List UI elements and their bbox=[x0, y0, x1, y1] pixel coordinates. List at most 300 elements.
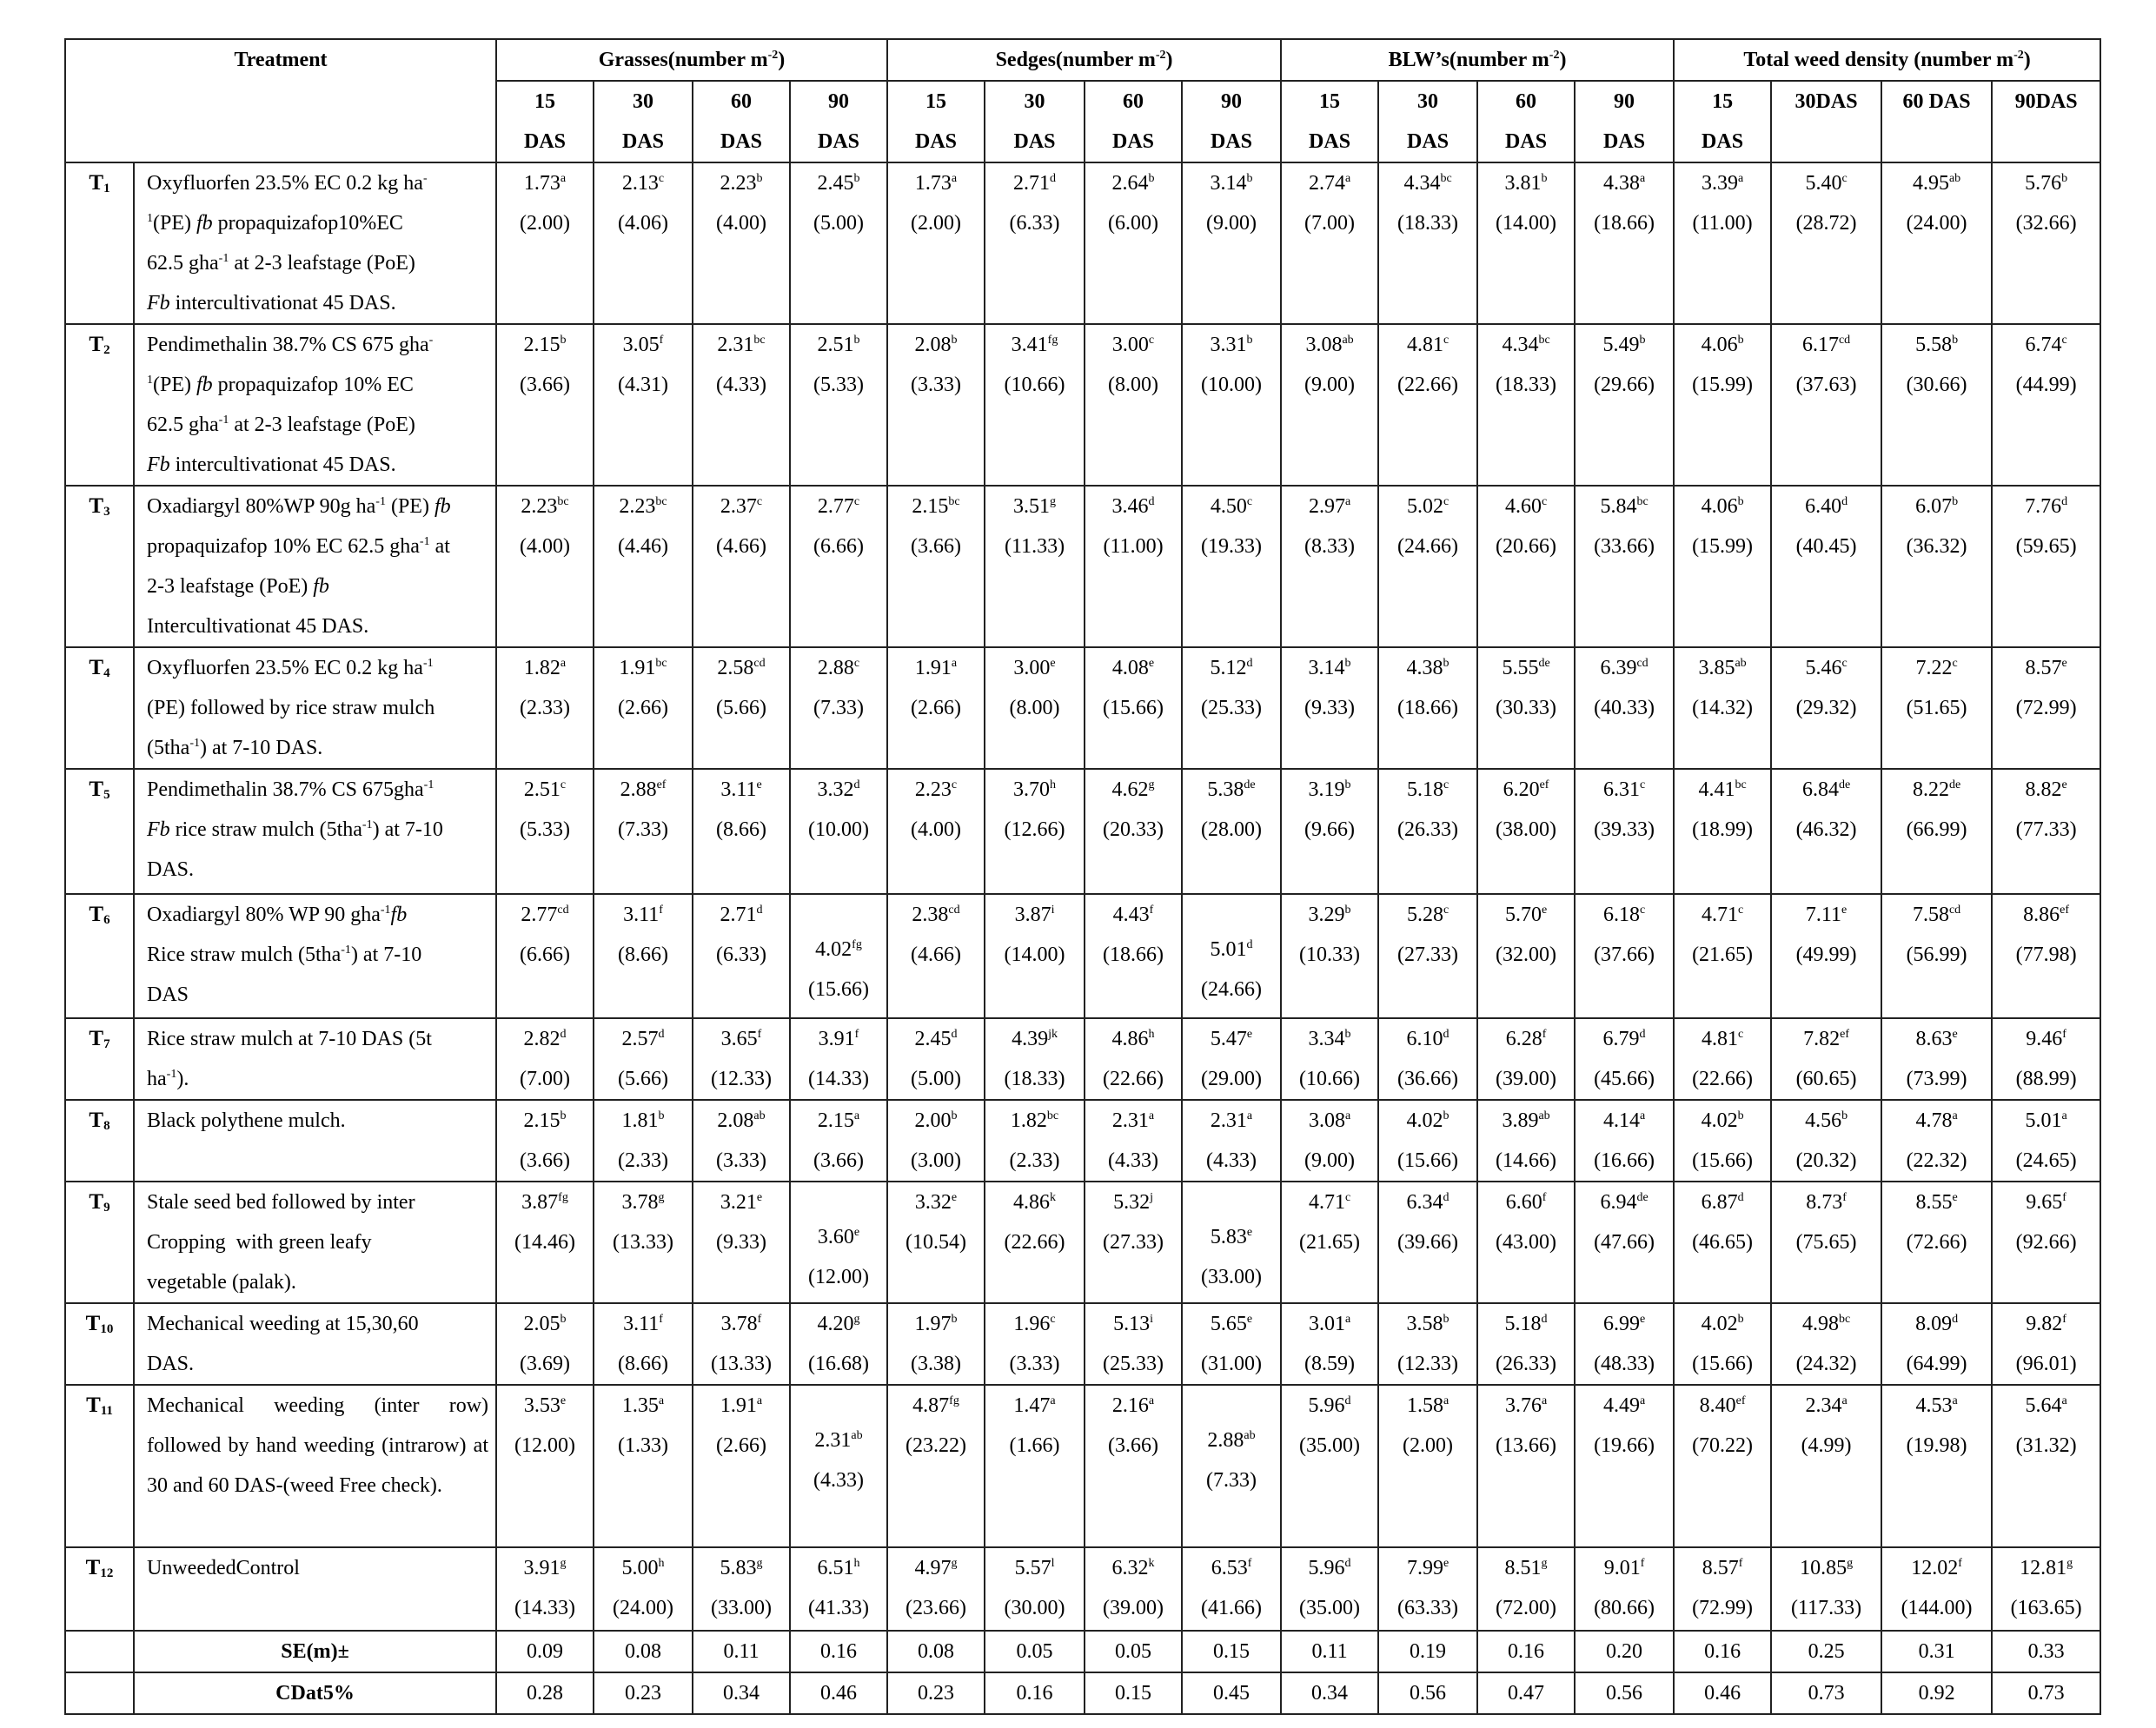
data-cell bbox=[1992, 1018, 2100, 1100]
transformed-value: 7.11 bbox=[1805, 904, 1841, 926]
data-cell bbox=[790, 1182, 887, 1303]
header-day-unit: DAS bbox=[1603, 130, 1646, 153]
transformed-value: 6.40 bbox=[1805, 495, 1842, 518]
data-cell bbox=[1771, 769, 1881, 894]
data-cell bbox=[1881, 486, 1992, 647]
significance-letter: d bbox=[658, 1028, 665, 1041]
data-cell bbox=[1085, 1018, 1182, 1100]
original-value: (4.66) bbox=[911, 943, 961, 966]
significance-letter: c bbox=[951, 778, 958, 791]
header-treatment-label: Treatment bbox=[234, 49, 328, 71]
header-day-number: 60 bbox=[1123, 90, 1144, 113]
header-day-unit: DAS bbox=[818, 130, 860, 153]
significance-letter: e bbox=[2061, 778, 2067, 791]
significance-letter: fg bbox=[852, 938, 862, 951]
transformed-value: 5.38 bbox=[1207, 778, 1244, 801]
transformed-value: 3.91 bbox=[818, 1028, 855, 1050]
data-cell bbox=[1575, 486, 1674, 647]
transformed-value: 6.60 bbox=[1505, 1191, 1542, 1214]
original-value: (6.66) bbox=[520, 943, 570, 966]
transformed-value: 6.87 bbox=[1701, 1191, 1738, 1214]
transformed-value: 7.58 bbox=[1912, 904, 1949, 926]
data-cell bbox=[1378, 324, 1477, 486]
header-day-number: 30DAS bbox=[1794, 90, 1858, 113]
original-value: (9.00) bbox=[1304, 374, 1356, 396]
transformed-value: 2.64 bbox=[1111, 172, 1149, 195]
transformed-value: 7.99 bbox=[1406, 1557, 1443, 1579]
header-day bbox=[1674, 81, 1771, 162]
significance-letter: f bbox=[757, 1313, 762, 1326]
header-group-sedges bbox=[887, 39, 1281, 81]
original-value: (60.65) bbox=[1795, 1068, 1857, 1090]
original-value: (6.33) bbox=[1009, 212, 1060, 235]
transformed-value: 3.00 bbox=[1013, 657, 1051, 679]
original-value: (36.32) bbox=[1906, 535, 1967, 558]
original-value: (43.00) bbox=[1496, 1231, 1557, 1254]
original-value: (30.00) bbox=[1004, 1597, 1065, 1619]
significance-letter: a bbox=[1148, 1109, 1155, 1122]
significance-letter: d bbox=[756, 904, 763, 917]
transformed-value: 3.32 bbox=[817, 778, 854, 801]
original-value: (4.06) bbox=[618, 212, 668, 235]
significance-letter: c bbox=[1344, 1191, 1351, 1204]
data-cell bbox=[985, 1182, 1085, 1303]
significance-letter: b bbox=[1639, 334, 1646, 347]
original-value: (72.99) bbox=[1692, 1597, 1754, 1619]
original-value: (12.33) bbox=[711, 1068, 772, 1090]
significance-letter: f bbox=[1542, 1028, 1547, 1041]
treatment-description: Stale seed bed followed by inter Cropping with green leafy vegetable (palak). bbox=[134, 1182, 496, 1303]
transformed-value: 1.91 bbox=[914, 657, 952, 679]
original-value: (7.33) bbox=[813, 697, 864, 719]
original-value: (9.33) bbox=[716, 1231, 766, 1254]
significance-letter: a bbox=[1952, 1109, 1958, 1122]
transformed-value: 4.34 bbox=[1403, 172, 1441, 195]
original-value: (14.00) bbox=[1496, 212, 1557, 235]
significance-letter: e bbox=[1050, 657, 1056, 670]
transformed-value: 2.88 bbox=[817, 657, 854, 679]
significance-letter: a bbox=[951, 172, 958, 185]
significance-letter: ef bbox=[656, 778, 667, 791]
original-value: (2.66) bbox=[618, 697, 668, 719]
transformed-value: 5.49 bbox=[1602, 334, 1640, 356]
significance-letter: b bbox=[1737, 1109, 1744, 1122]
data-cell bbox=[887, 1018, 985, 1100]
transformed-value: 7.82 bbox=[1803, 1028, 1841, 1050]
significance-letter: c bbox=[1443, 778, 1449, 791]
transformed-value: 2.45 bbox=[817, 172, 854, 195]
data-cell bbox=[790, 324, 887, 486]
data-cell bbox=[1881, 1100, 1992, 1182]
transformed-value: 6.94 bbox=[1600, 1191, 1637, 1214]
significance-letter: j bbox=[1150, 1191, 1153, 1204]
transformed-value: 1.35 bbox=[621, 1394, 659, 1417]
significance-letter: d bbox=[1541, 1313, 1548, 1326]
stat-value: 0.23 bbox=[594, 1672, 693, 1714]
stat-value: 0.20 bbox=[1575, 1631, 1674, 1672]
stat-value: 0.33 bbox=[1992, 1631, 2100, 1672]
original-value: (31.00) bbox=[1201, 1353, 1263, 1375]
significance-letter: b bbox=[756, 172, 763, 185]
significance-letter: l bbox=[1051, 1557, 1055, 1570]
stat-value: 0.34 bbox=[693, 1672, 790, 1714]
significance-letter: c bbox=[1050, 1313, 1056, 1326]
original-value: (35.00) bbox=[1299, 1434, 1361, 1457]
data-cell bbox=[1674, 894, 1771, 1018]
data-cell bbox=[887, 1385, 985, 1547]
transformed-value: 2.88 bbox=[1207, 1429, 1244, 1452]
transformed-value: 2.71 bbox=[720, 904, 757, 926]
transformed-value: 6.18 bbox=[1602, 904, 1640, 926]
transformed-value: 6.99 bbox=[1602, 1313, 1640, 1335]
transformed-value: 1.91 bbox=[619, 657, 656, 679]
transformed-value: 6.31 bbox=[1602, 778, 1640, 801]
transformed-value: 4.02 bbox=[1701, 1313, 1738, 1335]
header-group-blws bbox=[1281, 39, 1674, 81]
transformed-value: 2.34 bbox=[1805, 1394, 1842, 1417]
significance-letter: f bbox=[659, 1313, 663, 1326]
data-cell bbox=[1281, 647, 1378, 769]
data-cell bbox=[1477, 647, 1575, 769]
original-value: (38.00) bbox=[1496, 818, 1557, 841]
transformed-value: 3.41 bbox=[1011, 334, 1048, 356]
data-cell bbox=[887, 894, 985, 1018]
table-row bbox=[65, 1547, 2100, 1631]
transformed-value: 4.60 bbox=[1504, 495, 1542, 518]
original-value: (51.65) bbox=[1906, 697, 1967, 719]
original-value: (2.33) bbox=[520, 697, 570, 719]
original-value: (39.33) bbox=[1594, 818, 1655, 841]
original-value: (33.00) bbox=[711, 1597, 772, 1619]
data-cell bbox=[1182, 1018, 1281, 1100]
data-cell bbox=[1281, 1182, 1378, 1303]
significance-letter: cd bbox=[1838, 334, 1851, 347]
table-row bbox=[65, 769, 2100, 894]
transformed-value: 5.02 bbox=[1406, 495, 1443, 518]
data-cell bbox=[790, 1385, 887, 1547]
data-cell bbox=[1771, 1100, 1881, 1182]
data-cell bbox=[790, 1547, 887, 1631]
transformed-value: 8.55 bbox=[1915, 1191, 1953, 1214]
original-value: (37.66) bbox=[1594, 943, 1655, 966]
data-cell bbox=[887, 769, 985, 894]
significance-letter: f bbox=[1958, 1557, 1962, 1570]
original-value: (15.99) bbox=[1692, 374, 1754, 396]
significance-letter: b bbox=[1443, 1313, 1449, 1326]
significance-letter: h bbox=[1050, 778, 1057, 791]
original-value: (22.32) bbox=[1906, 1149, 1967, 1172]
significance-letter: e bbox=[1952, 1191, 1958, 1204]
original-value: (15.66) bbox=[808, 978, 869, 1001]
transformed-value: 4.41 bbox=[1698, 778, 1735, 801]
data-cell bbox=[594, 894, 693, 1018]
data-cell bbox=[887, 647, 985, 769]
data-cell bbox=[985, 894, 1085, 1018]
transformed-value: 4.81 bbox=[1701, 1028, 1738, 1050]
data-cell bbox=[1575, 894, 1674, 1018]
original-value: (8.66) bbox=[618, 1353, 668, 1375]
significance-letter: b bbox=[1344, 657, 1351, 670]
transformed-value: 3.46 bbox=[1111, 495, 1149, 518]
transformed-value: 5.00 bbox=[621, 1557, 659, 1579]
significance-letter: g bbox=[560, 1557, 567, 1570]
significance-letter: c bbox=[1541, 495, 1548, 508]
data-cell bbox=[1085, 1303, 1182, 1385]
original-value: (8.66) bbox=[618, 943, 668, 966]
significance-letter: a bbox=[1148, 1394, 1155, 1407]
significance-letter: h bbox=[1148, 1028, 1155, 1041]
original-value: (72.66) bbox=[1906, 1231, 1967, 1254]
transformed-value: 5.83 bbox=[720, 1557, 757, 1579]
original-value: (8.59) bbox=[1304, 1353, 1356, 1375]
header-day-unit: DAS bbox=[1309, 130, 1351, 153]
header-day-number: 90DAS bbox=[2014, 90, 2078, 113]
transformed-value: 8.63 bbox=[1915, 1028, 1953, 1050]
original-value: (3.00) bbox=[911, 1149, 961, 1172]
data-cell bbox=[496, 1303, 594, 1385]
treatment-id-sub: 9 bbox=[103, 1201, 110, 1215]
data-cell bbox=[693, 486, 790, 647]
transformed-value: 3.51 bbox=[1013, 495, 1051, 518]
original-value: (24.00) bbox=[1906, 212, 1967, 235]
original-value: (9.66) bbox=[1304, 818, 1356, 841]
transformed-value: 2.23 bbox=[914, 778, 952, 801]
transformed-value: 6.10 bbox=[1406, 1028, 1443, 1050]
original-value: (48.33) bbox=[1594, 1353, 1655, 1375]
original-value: (40.45) bbox=[1795, 535, 1857, 558]
transformed-value: 5.18 bbox=[1406, 778, 1443, 801]
data-cell bbox=[1378, 1182, 1477, 1303]
treatment-id: $T_4$ bbox=[65, 647, 134, 769]
stat-value: 0.31 bbox=[1881, 1631, 1992, 1672]
significance-letter: d bbox=[560, 1028, 567, 1041]
data-cell bbox=[693, 1303, 790, 1385]
original-value: (14.32) bbox=[1692, 697, 1754, 719]
significance-letter: b bbox=[951, 1109, 958, 1122]
original-value: (12.00) bbox=[808, 1266, 869, 1288]
transformed-value: 8.57 bbox=[2025, 657, 2062, 679]
transformed-value: 9.46 bbox=[2026, 1028, 2063, 1050]
significance-letter: b bbox=[1344, 1028, 1351, 1041]
transformed-value: 4.49 bbox=[1602, 1394, 1640, 1417]
transformed-value: 5.96 bbox=[1308, 1394, 1345, 1417]
data-cell bbox=[1477, 894, 1575, 1018]
significance-letter: f bbox=[659, 904, 663, 917]
data-cell bbox=[1575, 1018, 1674, 1100]
transformed-value: 4.02 bbox=[815, 938, 852, 961]
stat-empty bbox=[65, 1631, 134, 1672]
original-value: (16.68) bbox=[808, 1353, 869, 1375]
transformed-value: 6.53 bbox=[1211, 1557, 1248, 1579]
original-value: (29.66) bbox=[1594, 374, 1655, 396]
significance-letter: d bbox=[1841, 495, 1848, 508]
data-cell bbox=[1771, 486, 1881, 647]
significance-letter: a bbox=[1050, 1394, 1056, 1407]
data-cell bbox=[1674, 486, 1771, 647]
header-day-number: 30 bbox=[1417, 90, 1439, 113]
data-cell bbox=[985, 647, 1085, 769]
data-cell bbox=[1771, 1547, 1881, 1631]
significance-letter: d bbox=[951, 1028, 958, 1041]
data-cell bbox=[1182, 1100, 1281, 1182]
significance-letter: bc bbox=[1735, 778, 1747, 791]
original-value: (25.33) bbox=[1201, 697, 1263, 719]
transformed-value: 3.14 bbox=[1210, 172, 1247, 195]
significance-letter: de bbox=[1538, 657, 1550, 670]
data-cell bbox=[1771, 1303, 1881, 1385]
data-cell bbox=[1477, 486, 1575, 647]
treatment-id: $T_7$ bbox=[65, 1018, 134, 1100]
original-value: (36.66) bbox=[1397, 1068, 1459, 1090]
transformed-value: 2.97 bbox=[1308, 495, 1345, 518]
significance-letter: b bbox=[560, 334, 567, 347]
table-row bbox=[65, 1385, 2100, 1547]
significance-letter: ab bbox=[753, 1109, 766, 1122]
original-value: (9.33) bbox=[1304, 697, 1356, 719]
data-cell bbox=[1674, 1385, 1771, 1547]
data-cell bbox=[693, 1018, 790, 1100]
significance-letter: b bbox=[853, 334, 860, 347]
transformed-value: 1.82 bbox=[1010, 1109, 1047, 1132]
header-day-number: 30 bbox=[1024, 90, 1045, 113]
data-cell bbox=[1085, 894, 1182, 1018]
transformed-value: 2.23 bbox=[521, 495, 558, 518]
transformed-value: 8.09 bbox=[1915, 1313, 1953, 1335]
original-value: (6.66) bbox=[813, 535, 864, 558]
header-day-unit: DAS bbox=[915, 130, 958, 153]
original-value: (163.65) bbox=[2010, 1597, 2082, 1619]
data-cell bbox=[985, 769, 1085, 894]
original-value: (23.66) bbox=[906, 1597, 966, 1619]
data-cell bbox=[1881, 1182, 1992, 1303]
transformed-value: 5.40 bbox=[1805, 172, 1842, 195]
treatment-id-sub: 8 bbox=[103, 1119, 110, 1133]
data-cell bbox=[1881, 1547, 1992, 1631]
significance-letter: ef bbox=[2060, 904, 2070, 917]
significance-letter: a bbox=[2061, 1109, 2067, 1122]
significance-letter: f bbox=[854, 1028, 859, 1041]
treatment-id-sub: 10 bbox=[100, 1322, 114, 1336]
data-cell bbox=[693, 162, 790, 324]
treatment-id-sub: 6 bbox=[103, 913, 110, 927]
data-cell bbox=[1674, 1182, 1771, 1303]
header-day bbox=[594, 81, 693, 162]
significance-letter: e bbox=[1443, 1557, 1449, 1570]
original-value: (6.33) bbox=[716, 943, 766, 966]
transformed-value: 2.51 bbox=[523, 778, 561, 801]
data-cell bbox=[496, 162, 594, 324]
data-cell bbox=[1575, 162, 1674, 324]
significance-letter: e bbox=[1841, 904, 1848, 917]
data-cell bbox=[1992, 1547, 2100, 1631]
treatment-description: Oxyfluorfen 23.5% EC 0.2 kg $ha^{-1}$ (PE) followed by rice straw mulch (5tha$^{-1}$) at 7-10 DAS. bbox=[134, 647, 496, 769]
significance-letter: a bbox=[1344, 172, 1351, 185]
stat-value: 0.16 bbox=[1477, 1631, 1575, 1672]
transformed-value: 2.45 bbox=[914, 1028, 952, 1050]
original-value: (40.33) bbox=[1594, 697, 1655, 719]
transformed-value: 5.65 bbox=[1210, 1313, 1247, 1335]
significance-letter: e bbox=[2061, 657, 2067, 670]
transformed-value: 9.82 bbox=[2026, 1313, 2063, 1335]
significance-letter: c bbox=[560, 778, 567, 791]
significance-letter: e bbox=[756, 1191, 763, 1204]
table-row bbox=[65, 894, 2100, 1018]
transformed-value: 2.77 bbox=[817, 495, 854, 518]
header-day-unit: DAS bbox=[720, 130, 763, 153]
header-day bbox=[1477, 81, 1575, 162]
stat-value: 0.56 bbox=[1378, 1672, 1477, 1714]
treatment-id: $T_1$ bbox=[65, 162, 134, 324]
data-cell bbox=[1575, 1547, 1674, 1631]
table-row bbox=[65, 486, 2100, 647]
original-value: (41.66) bbox=[1201, 1597, 1263, 1619]
transformed-value: 1.47 bbox=[1013, 1394, 1051, 1417]
original-value: (12.66) bbox=[1004, 818, 1065, 841]
transformed-value: 6.51 bbox=[817, 1557, 854, 1579]
significance-letter: a bbox=[1541, 1394, 1548, 1407]
data-cell bbox=[790, 894, 887, 1018]
data-cell bbox=[1378, 486, 1477, 647]
original-value: (80.66) bbox=[1594, 1597, 1655, 1619]
transformed-value: 2.88 bbox=[620, 778, 657, 801]
data-cell bbox=[1881, 162, 1992, 324]
original-value: (72.99) bbox=[2015, 697, 2077, 719]
data-cell bbox=[496, 1018, 594, 1100]
transformed-value: 3.53 bbox=[523, 1394, 561, 1417]
treatment-id-sub: 12 bbox=[100, 1566, 114, 1580]
data-cell bbox=[1575, 1385, 1674, 1547]
data-cell bbox=[693, 1385, 790, 1547]
data-cell bbox=[496, 769, 594, 894]
group-label-sup: -2 bbox=[2013, 49, 2024, 62]
transformed-value: 1.73 bbox=[523, 172, 561, 195]
original-value: (20.66) bbox=[1496, 535, 1557, 558]
original-value: (44.99) bbox=[2015, 374, 2077, 396]
transformed-value: 3.32 bbox=[914, 1191, 952, 1214]
significance-letter: c bbox=[1443, 904, 1449, 917]
data-cell bbox=[790, 769, 887, 894]
significance-letter: b bbox=[1737, 1313, 1744, 1326]
group-label-tail: ) bbox=[2023, 49, 2031, 71]
original-value: (3.66) bbox=[520, 1149, 570, 1172]
transformed-value: 4.87 bbox=[912, 1394, 950, 1417]
group-label-tail: ) bbox=[1559, 49, 1567, 71]
data-cell bbox=[1771, 162, 1881, 324]
data-cell bbox=[887, 1303, 985, 1385]
significance-letter: b bbox=[560, 1313, 567, 1326]
significance-letter: c bbox=[1952, 657, 1958, 670]
data-cell bbox=[1992, 1182, 2100, 1303]
transformed-value: 6.84 bbox=[1801, 778, 1839, 801]
treatment-id-sub: 2 bbox=[103, 343, 110, 357]
header-day bbox=[1182, 81, 1281, 162]
significance-letter: e bbox=[1246, 1028, 1253, 1041]
data-cell bbox=[1281, 769, 1378, 894]
data-cell bbox=[594, 647, 693, 769]
original-value: (14.33) bbox=[514, 1597, 575, 1619]
transformed-value: 2.15 bbox=[523, 1109, 561, 1132]
original-value: (7.00) bbox=[1304, 212, 1356, 235]
transformed-value: 1.73 bbox=[914, 172, 952, 195]
table-row bbox=[65, 1018, 2100, 1100]
transformed-value: 2.31 bbox=[717, 334, 754, 356]
transformed-value: 8.57 bbox=[1702, 1557, 1739, 1579]
data-cell bbox=[1085, 1100, 1182, 1182]
significance-letter: a bbox=[560, 172, 567, 185]
header-day-number: 15 bbox=[534, 90, 556, 113]
table-body bbox=[65, 162, 2100, 1714]
transformed-value: 2.00 bbox=[914, 1109, 952, 1132]
